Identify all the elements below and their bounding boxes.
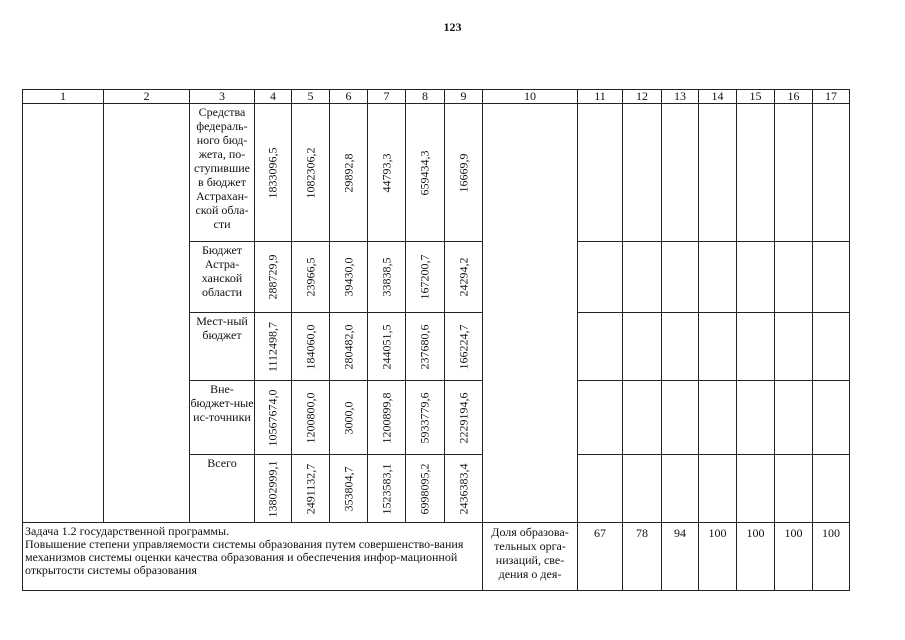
empty-cell <box>775 242 813 313</box>
target-value: 100 <box>737 523 775 591</box>
funding-source: Бюджет Астра-ханской области <box>190 242 255 313</box>
value-cell: 659434,3 <box>406 104 445 242</box>
empty-cell <box>578 455 623 523</box>
empty-cell <box>662 313 699 381</box>
col-header: 16 <box>775 90 813 104</box>
value-cell: 280482,0 <box>330 313 368 381</box>
value-cell: 1200899,8 <box>368 381 406 455</box>
col-header: 2 <box>104 90 190 104</box>
empty-cell <box>623 313 662 381</box>
funding-source: Вне-бюджет-ные ис-точники <box>190 381 255 455</box>
value-cell: 2229194,6 <box>445 381 483 455</box>
empty-cell <box>813 104 850 242</box>
empty-cell <box>775 381 813 455</box>
value-cell: 167200,7 <box>406 242 445 313</box>
value-cell: 39430,0 <box>330 242 368 313</box>
empty-cell <box>483 104 578 523</box>
value-cell: 1112498,7 <box>255 313 292 381</box>
value-cell: 3000,0 <box>330 381 368 455</box>
page-number: 123 <box>443 20 462 34</box>
target-value: 100 <box>775 523 813 591</box>
empty-cell <box>699 313 737 381</box>
empty-cell <box>623 455 662 523</box>
empty-cell <box>737 455 775 523</box>
col-header: 1 <box>23 90 104 104</box>
empty-cell <box>813 242 850 313</box>
empty-cell <box>775 455 813 523</box>
empty-cell <box>662 381 699 455</box>
task-row <box>23 523 850 591</box>
indicator-cell: Доля образова-тельных орга-низаций, све-дения о дея- <box>483 523 578 591</box>
target-value: 67 <box>578 523 623 591</box>
value-cell: 166224,7 <box>445 313 483 381</box>
budget-table <box>22 89 850 591</box>
value-cell: 29892,8 <box>330 104 368 242</box>
empty-cell <box>578 104 623 242</box>
funding-source: Средства федераль-ного бюд-жета, по-ступившие в бюджет Астрахан-ской обла-сти <box>190 104 255 242</box>
col-header: 12 <box>623 90 662 104</box>
value-cell: 13802999,1 <box>255 455 292 523</box>
value-cell: 353804,7 <box>330 455 368 523</box>
empty-cell <box>699 242 737 313</box>
empty-cell <box>662 455 699 523</box>
col-header: 8 <box>406 90 445 104</box>
col-header: 14 <box>699 90 737 104</box>
value-cell: 244051,5 <box>368 313 406 381</box>
value-cell: 23966,5 <box>292 242 330 313</box>
value-cell: 24294,2 <box>445 242 483 313</box>
task-title: Задача 1.2 государственной программы. <box>25 524 230 538</box>
value-cell: 288729,9 <box>255 242 292 313</box>
empty-cell <box>662 104 699 242</box>
task-text: Повышение степени управляемости системы образования путем совершенство-вания механизмов системы оценки качества образования и обеспечения инфор-мационной открытости системы образования <box>25 537 464 577</box>
empty-cell <box>578 313 623 381</box>
value-cell: 33838,5 <box>368 242 406 313</box>
value-cell: 6998095,2 <box>406 455 445 523</box>
target-value: 100 <box>813 523 850 591</box>
target-value: 78 <box>623 523 662 591</box>
col-header: 17 <box>813 90 850 104</box>
col-header: 9 <box>445 90 483 104</box>
col-header: 6 <box>330 90 368 104</box>
value-cell: 1523583,1 <box>368 455 406 523</box>
empty-cell <box>623 381 662 455</box>
empty-cell <box>699 455 737 523</box>
value-cell: 1833096,5 <box>255 104 292 242</box>
value-cell: 10567674,0 <box>255 381 292 455</box>
col-header: 13 <box>662 90 699 104</box>
empty-cell <box>775 104 813 242</box>
col-header: 15 <box>737 90 775 104</box>
value-cell: 2436383,4 <box>445 455 483 523</box>
funding-source: Всего <box>190 455 255 523</box>
empty-cell <box>813 313 850 381</box>
empty-cell <box>813 455 850 523</box>
empty-cell <box>578 242 623 313</box>
col-header: 4 <box>255 90 292 104</box>
empty-cell <box>813 381 850 455</box>
col-header: 10 <box>483 90 578 104</box>
col-header: 5 <box>292 90 330 104</box>
value-cell: 1200800,0 <box>292 381 330 455</box>
empty-cell <box>737 104 775 242</box>
empty-cell <box>699 381 737 455</box>
empty-cell <box>737 313 775 381</box>
target-value: 94 <box>662 523 699 591</box>
funding-source: Мест-ный бюджет <box>190 313 255 381</box>
col-header: 11 <box>578 90 623 104</box>
task-description <box>23 523 483 591</box>
value-cell: 5933779,6 <box>406 381 445 455</box>
empty-cell <box>775 313 813 381</box>
header-row <box>23 90 850 104</box>
table-row <box>23 104 850 242</box>
value-cell: 16669,9 <box>445 104 483 242</box>
value-cell: 1082306,2 <box>292 104 330 242</box>
value-cell: 184060,0 <box>292 313 330 381</box>
value-cell: 2491132,7 <box>292 455 330 523</box>
empty-cell <box>578 381 623 455</box>
empty-cell <box>699 104 737 242</box>
target-value: 100 <box>699 523 737 591</box>
empty-cell <box>623 242 662 313</box>
empty-cell <box>662 242 699 313</box>
empty-cell <box>737 381 775 455</box>
empty-cell <box>104 104 190 523</box>
empty-cell <box>23 104 104 523</box>
value-cell: 44793,3 <box>368 104 406 242</box>
empty-cell <box>737 242 775 313</box>
empty-cell <box>623 104 662 242</box>
col-header: 3 <box>190 90 255 104</box>
col-header: 7 <box>368 90 406 104</box>
value-cell: 237680,6 <box>406 313 445 381</box>
